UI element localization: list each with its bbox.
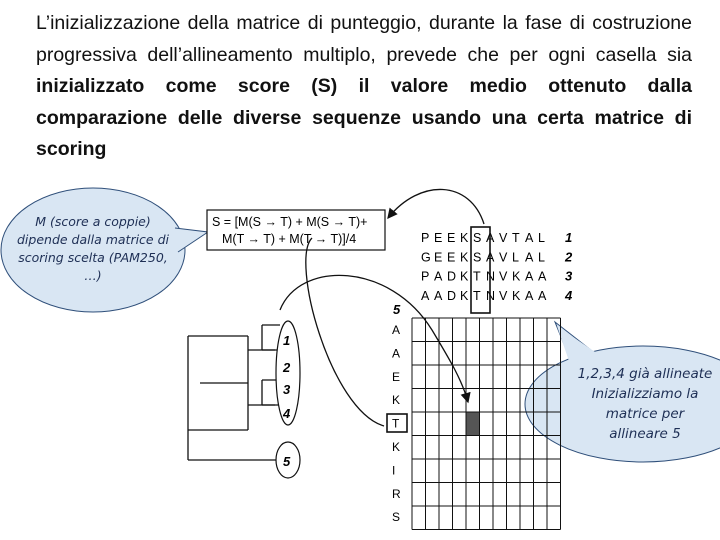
arrow-seq5-to-formula [306,238,384,426]
tree-leaf-label: 2 [283,360,291,375]
sequence-letter: P [421,269,430,284]
sequence-label: 3 [565,268,573,284]
sequence-letter: K [460,231,469,245]
sequence5-letter: R [392,486,401,501]
sequence-letter: T [473,269,481,284]
guide-tree [188,325,280,460]
sequence5-letter: T [392,416,400,431]
sequence-letter: A [525,231,534,245]
sequence-letter: V [499,250,508,265]
sequence5-letter: A [392,346,401,361]
aligned-sequences [421,230,573,303]
sequence5-letter: A [392,323,401,337]
sequence-label: 4 [565,287,573,303]
sequence-letter: V [499,231,508,245]
callout-right-line4: allineare 5 [609,426,681,442]
sequence-letter: D [447,288,457,303]
sequence-letter: K [460,288,469,303]
formula-box [207,210,385,250]
tree-leaf-label: 3 [283,382,291,397]
sequence-letter: K [512,269,521,284]
sequence-letter: P [421,231,430,245]
sequence-letter: E [447,231,456,245]
sequence-letter: V [499,288,508,303]
formula-line2: M(T → T) + M(T → T)]/4 [222,232,357,246]
sequence-letter: A [525,288,534,303]
sequence-letter: A [434,269,443,284]
tree-leaf-label: 4 [283,406,291,421]
sequence-letter: A [525,269,534,284]
sequence-letter: N [486,288,496,303]
callout-left: M (score a coppie) dipende dalla matrice di scoring scelta (PAM250, …) [16,214,170,283]
sequence-letter: K [460,250,469,265]
sequence5-letter: S [392,510,401,525]
tree-leaf-label: 5 [283,454,291,469]
callout-right-line3: matrice per [605,406,685,422]
sequence-letter: E [447,250,456,265]
sequence-letter: L [538,250,545,265]
sequence-letter: T [473,288,481,303]
sequence-letter: G [421,250,431,265]
sequence-letter: A [486,231,495,245]
sequence-label: 2 [565,249,573,265]
sequence-letter: A [525,250,534,265]
sequence-letter: K [460,269,469,284]
intro-text: L’inizializzazione della matrice di punteggio, durante la fase di costruzione progressiva dell’allineamento multiplo, prevede che per ogni casella sia [36,12,692,66]
sequence-letter: T [512,231,520,245]
sequence-letter: E [434,231,443,245]
tree-leaf-label: 1 [283,333,291,348]
sequence-letter: S [473,250,482,265]
callout-right-line2: Inizializziamo la [591,386,699,402]
callout-right [560,358,720,450]
sequence5-letter: K [392,440,401,454]
sequence-letter: V [499,269,508,284]
sequence-letter: A [486,250,495,265]
intro-text-bold: inizializzato come score (S) il valore medio ottenuto dalla comparazione delle diverse sequenze usando una certa matrice di scoring [36,75,692,160]
highlighted-cell [466,412,480,436]
sequence5-letter: E [392,369,401,384]
sequence5-letter: K [392,393,401,408]
sequence-letter: A [538,269,547,284]
sequence-letter: S [473,231,482,245]
sequence5-letter: I [392,463,396,478]
sequence-letter: L [538,231,545,245]
sequence-letter: L [512,250,519,265]
sequence-letter: A [421,288,430,303]
sequence-letter: A [538,288,547,303]
sequence-5 [392,302,401,524]
arrow-column-to-formula [388,189,484,224]
sequence-letter: N [486,269,496,284]
sequence-letter: E [434,250,443,265]
sequence-letter: D [447,269,457,284]
sequence-letter: K [512,288,521,303]
sequence-letter: A [434,288,443,303]
sequence5-label: 5 [393,302,401,317]
formula-line1: S = [M(S → T) + M(S → T)+ [212,215,368,229]
sequence-label: 1 [565,230,573,245]
callout-right-line1: 1,2,3,4 già allineate [577,366,713,382]
